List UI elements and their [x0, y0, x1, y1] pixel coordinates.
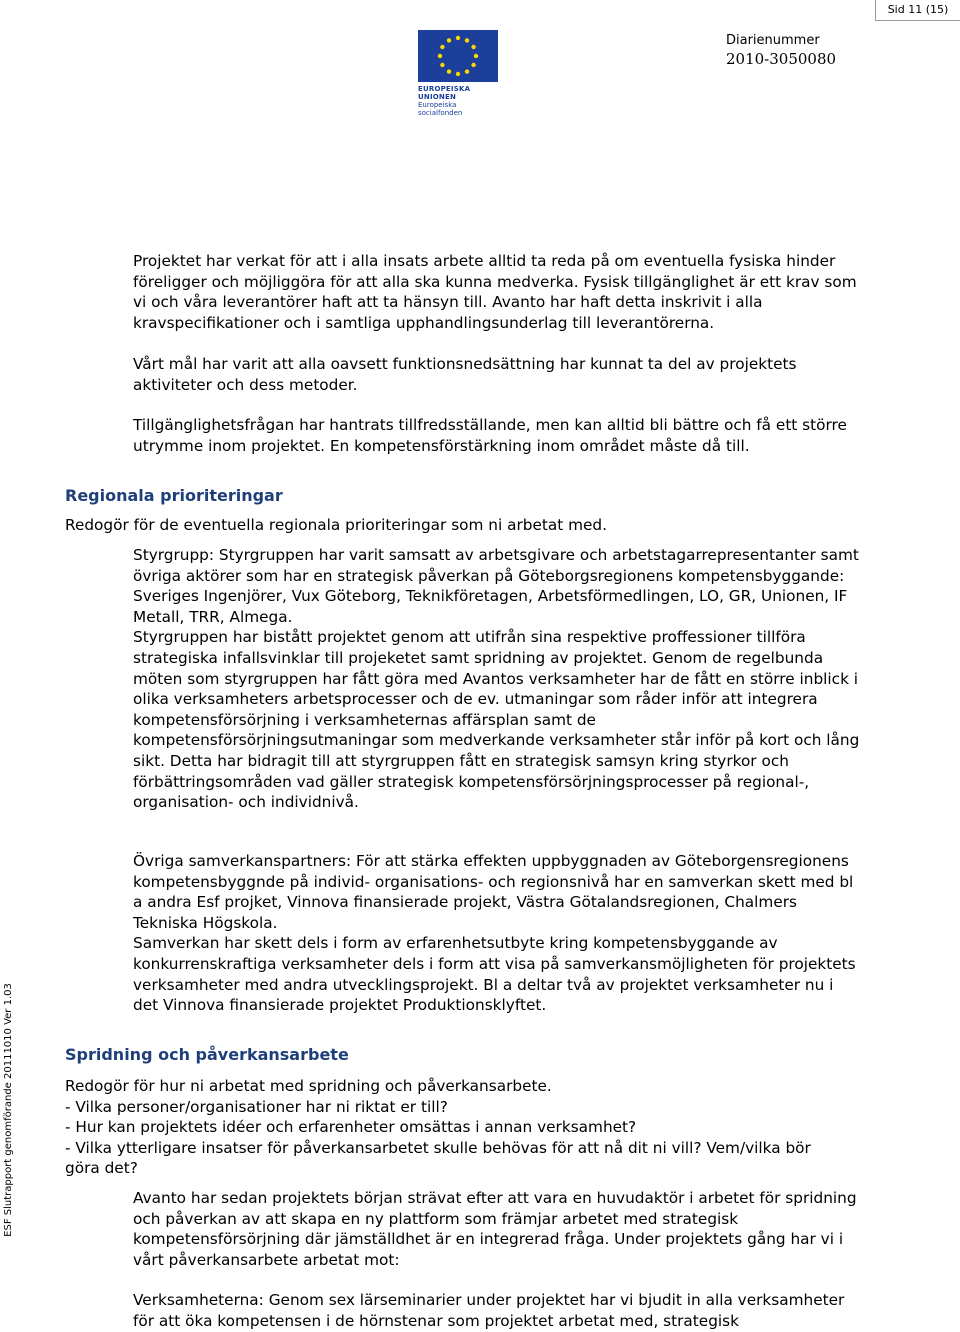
text-line: aktiviteter och dess metoder. — [133, 375, 358, 394]
text-line: Övriga samverkanspartners: För att stärka effekten uppbyggnaden av Göteborgensregionens — [133, 852, 849, 870]
text-line: sikt. Detta har bidragit till att styrgruppen fått en strategisk samsyn kring styrkor och — [133, 751, 789, 770]
text-line: kompetensförsörjningsutmaningar som medverkande verksamheter står inför på kort och lång — [133, 731, 860, 750]
text-line: övriga aktörer som har en strategisk påverkan på Göteborgsregionens kompetensbyggande: — [133, 566, 845, 585]
text-line: Vårt mål har varit att alla oavsett funktionsnedsättning har kunnat ta del av projektets — [133, 355, 797, 373]
paragraph-goal — [133, 354, 948, 395]
text-line: organisation- och individnivå. — [133, 793, 359, 812]
text-line: konkurrenskraftiga verksamheter dels i form att visa på samverkansmöjligheten för projektets — [133, 954, 856, 973]
paragraph-physical-access — [133, 251, 948, 333]
text-line: Sveriges Ingenjörer, Vux Göteborg, Teknikföretagen, Arbetsförmedlingen, LO, GR, Unionen, IF — [133, 587, 848, 606]
text-line: a andra Esf projket, Vinnova finansierade projekt, Västra Götalandsregionen, Chalmers — [133, 893, 798, 912]
text-line: föreligger och möjliggöra för att alla ska kunna medverka. Fysisk tillgänglighet är ett krav som — [133, 272, 857, 291]
text-line: det Vinnova finansierade projektet Produktionsklyftet. — [133, 996, 547, 1015]
page-number: Sid 11 (15) — [875, 0, 960, 21]
text-line: Redogör för hur ni arbetat med spridning och påverkansarbete. — [65, 1077, 552, 1095]
text-line: göra det? — [65, 1159, 138, 1178]
text-line: kompetensförsörjning där jämställdhet är en integrerad fråga. Under projektets gång har vi i — [133, 1230, 844, 1249]
text-line: verksamheter med andra utvecklingsprojekt. Bl a deltar två av projektet verksamheter nu i — [133, 975, 834, 994]
text-line: Samverkan har skett dels i form av erfarenhetsutbyte kring kompetensbyggande av — [133, 934, 778, 953]
text-line: Redogör för de eventuella regionala prioriteringar som ni arbetat med. — [65, 516, 607, 534]
paragraph-accessibility — [133, 415, 948, 456]
text-line: kravspecifikationer och i samtliga upphandlingsunderlag till leverantörerna. — [133, 313, 715, 332]
logo-text-fund: Europeiska socialfonden — [418, 101, 463, 117]
text-line: Styrgrupp: Styrgruppen har varit samsatt av arbetsgivare och arbetstagarrepresentanter samt — [133, 546, 859, 564]
dissemination-questions — [65, 1076, 945, 1179]
text-line: kompetensbyggnde på individ- organisations- och regionsnivå har en samverkan skett med bl — [133, 872, 854, 891]
eu-logo — [418, 30, 500, 117]
text-line: - Vilka personer/organisationer har ni riktat er till? — [65, 1097, 448, 1116]
heading-regional-priorities: Regionala prioriteringar — [65, 486, 283, 505]
heading-dissemination: Spridning och påverkansarbete — [65, 1045, 349, 1064]
paragraph-other-partners — [133, 851, 948, 1016]
paragraph-steering-group — [133, 545, 948, 813]
text-line: möten som styrgruppen har fått göra med Avantos verksamheter har de fått en större inblick i — [133, 669, 859, 688]
text-line: förbättringsområden vad gäller strategisk kompetensförsörjningsprocesser på regional-, — [133, 772, 810, 791]
text-line: och påverkan av att skapa en ny plattform som främjar arbetet med strategisk — [133, 1209, 739, 1228]
text-line: Avanto har sedan projektets början strävat efter att vara en huvudaktör i arbetet för spridning — [133, 1189, 857, 1207]
text-line: kompetensförsörjning i verksamheternas affärsplan samt de — [133, 710, 596, 729]
text-line: vårt påverkansarbete arbetat mot: — [133, 1250, 400, 1269]
text-line: Metall, TRR, Almega. — [133, 607, 293, 626]
logo-text-union: EUROPEISKA UNIONEN — [418, 85, 471, 101]
sidebar-footer-text: ESF Slutrapport genomförande 20111010 Ver 1.03 — [3, 983, 14, 1237]
text-line: för att öka kompetensen i de hörnstenar som projektet arbetat med, strategisk — [133, 1311, 740, 1330]
eu-flag-icon — [418, 30, 498, 82]
diarie-label: Diarienummer — [726, 33, 820, 48]
text-line: Projektet har verkat för att i alla insats arbete alltid ta reda på om eventuella fysiska hinder — [133, 252, 836, 270]
text-line: Tillgänglighetsfrågan har hantrats tillfredsställande, men kan alltid bli bättre och få ett större — [133, 416, 847, 434]
text-line: Verksamheterna: Genom sex lärseminarier under projektet har vi bjudit in alla verksamheter — [133, 1291, 845, 1309]
text-line: - Hur kan projektets idéer och erfarenheter omsättas i annan verksamhet? — [65, 1118, 637, 1137]
text-line: utrymme inom projektet. En kompetensförstärkning inom området måste då till. — [133, 436, 750, 455]
text-line: vi och våra leverantörer haft att ta hänsyn till. Avanto har haft detta inskrivit i alla — [133, 293, 763, 312]
text-line: Styrgruppen har bistått projektet genom att utifrån sina respektive proffessioner tillföra — [133, 628, 806, 647]
diarie-number: 2010-3050080 — [726, 50, 837, 68]
paragraph-avanto — [133, 1188, 948, 1270]
text-line: olika verksamheters arbetsprocesser och de ev. utmaningar som råder inför att integrera — [133, 690, 818, 709]
regional-question — [65, 515, 945, 536]
text-line: - Vilka ytterligare insatser för påverkansarbetet skulle behövas för att nå dit ni vill? Vem/vilka bör — [65, 1138, 811, 1157]
text-line: Tekniska Högskola. — [133, 913, 278, 932]
diarie-block — [726, 33, 836, 68]
text-line: strategiska infallsvinklar till projeketet samt spridning av projektet. Genom de regelbunda — [133, 648, 824, 667]
paragraph-organizations — [133, 1290, 948, 1331]
